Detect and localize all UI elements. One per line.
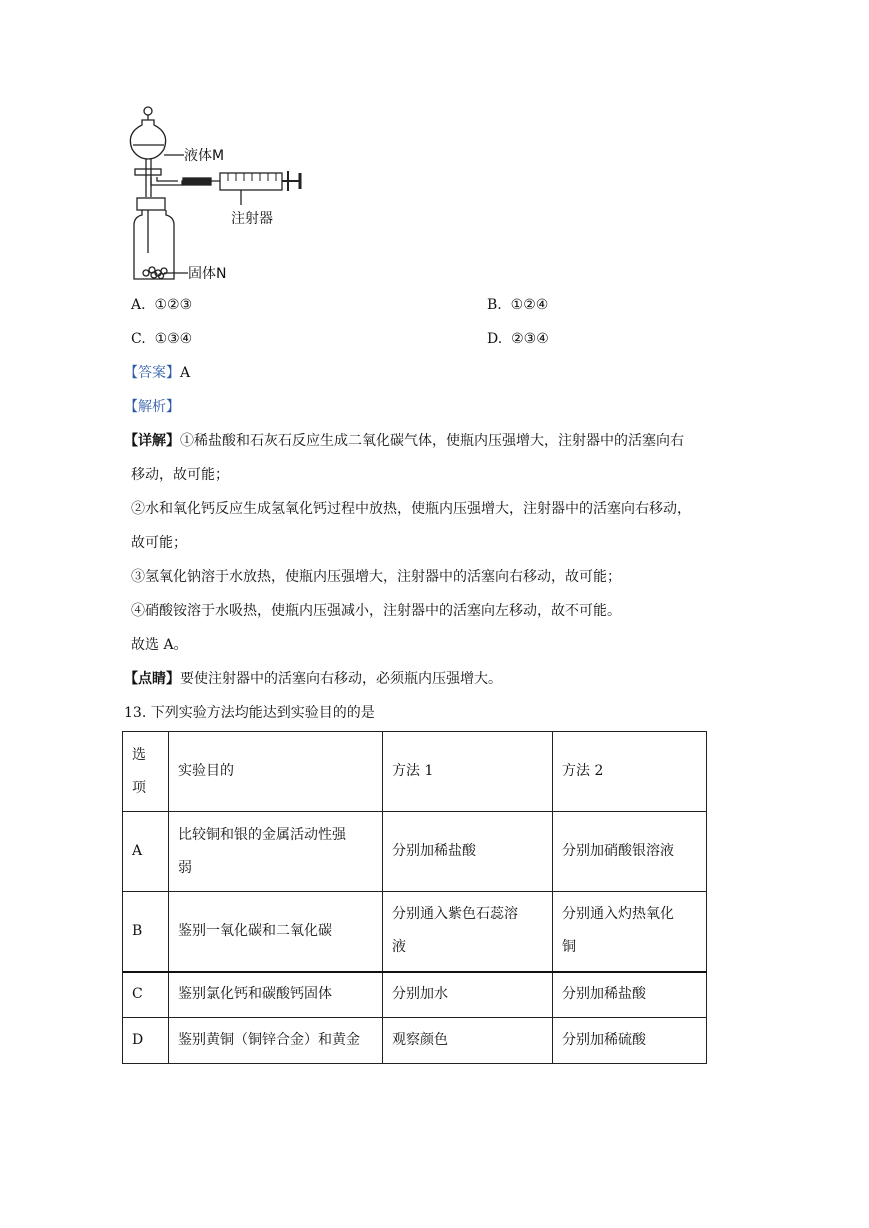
- row-c-purpose: 鉴别氯化钙和碳酸钙固体: [169, 972, 383, 1018]
- answer-value: A: [180, 365, 191, 381]
- option-c-letter: C.: [131, 331, 146, 347]
- row-d-method-1: 观察颜色: [383, 1018, 553, 1064]
- solid-n-label: 固体N: [188, 266, 227, 282]
- apparatus-diagram: [128, 103, 318, 288]
- row-b-method-1-line-1: 分别通入紫色石蕊溶: [392, 906, 518, 923]
- detail-line-7: 故选 A。: [131, 637, 188, 653]
- row-b-method-2-line-2: 铜: [562, 939, 576, 956]
- row-a-purpose-line-1: 比较铜和银的金属活动性强: [178, 826, 346, 843]
- bottle-stopper: [137, 198, 165, 210]
- row-a-method-1: 分别加稀盐酸: [383, 812, 553, 892]
- detail-line-1: [124, 432, 684, 450]
- option-d: [487, 330, 549, 348]
- row-b-method-2: [553, 892, 707, 972]
- row-b-purpose: 鉴别一氧化碳和二氧化碳: [169, 892, 383, 972]
- question-13: 13. 下列实验方法均能达到实验目的的是: [124, 705, 375, 721]
- detail-text-1: ①稀盐酸和石灰石反应生成二氧化碳气体，使瓶内压强增大，注射器中的活塞向右: [180, 433, 684, 449]
- row-b-method-1: [383, 892, 553, 972]
- point-tag: 【点睛】: [124, 671, 180, 687]
- table-row: [123, 812, 707, 892]
- row-c-method-1: 分别加水: [383, 972, 553, 1018]
- header-option-line-1: 选: [132, 746, 146, 763]
- apparatus-drawing: [128, 103, 318, 288]
- option-d-text: ②③④: [511, 331, 549, 347]
- point-text: 要使注射器中的活塞向右移动，必须瓶内压强增大。: [180, 671, 502, 687]
- detail-line-2: 移动，故可能；: [131, 467, 229, 483]
- option-a-text: ①②③: [154, 297, 193, 313]
- row-a-purpose-line-2: 弱: [178, 859, 192, 876]
- detail-line-6: ④硝酸铵溶于水吸热，使瓶内压强减小，注射器中的活塞向左移动，故不可能。: [131, 603, 621, 619]
- point-line: [124, 670, 502, 688]
- liquid-m-label: 液体M: [184, 148, 225, 164]
- option-b-letter: B.: [487, 297, 502, 313]
- row-a-option: A: [123, 812, 169, 892]
- row-a-method-2: 分别加硝酸银溶液: [553, 812, 707, 892]
- row-d-option: D: [123, 1018, 169, 1064]
- row-d-purpose: 鉴别黄铜（铜锌合金）和黄金: [169, 1018, 383, 1064]
- header-method-2: 方法 2: [553, 732, 707, 812]
- option-d-letter: D.: [487, 331, 503, 347]
- option-c-text: ①③④: [154, 331, 193, 347]
- row-b-method-2-line-1: 分别通入灼热氧化: [562, 906, 674, 923]
- experiment-table: [122, 731, 707, 1064]
- header-option-line-2: 项: [132, 779, 146, 796]
- table-row: [123, 1018, 707, 1064]
- row-a-purpose: [169, 812, 383, 892]
- syringe-label: 注射器: [231, 211, 273, 227]
- row-b-method-1-line-2: 液: [392, 939, 406, 956]
- row-d-method-2: 分别加稀硫酸: [553, 1018, 707, 1064]
- table-header-row: [123, 732, 707, 812]
- analysis-tag: 【解析】: [124, 399, 180, 415]
- row-c-option: C: [123, 972, 169, 1018]
- funnel-stopper: [144, 107, 152, 115]
- detail-line-3: ②水和氧化钙反应生成氢氧化钙过程中放热，使瓶内压强增大，注射器中的活塞向右移动，: [131, 501, 691, 517]
- option-a: [131, 296, 192, 314]
- header-option: [123, 732, 169, 812]
- detail-line-5: ③氢氧化钠溶于水放热，使瓶内压强增大，注射器中的活塞向右移动，故可能；: [131, 569, 621, 585]
- option-b-text: ①②④: [510, 297, 549, 313]
- detail-line-4: 故可能；: [131, 535, 187, 551]
- answer-line: [124, 364, 190, 382]
- solid-granules: [143, 267, 167, 279]
- table-row: [123, 892, 707, 972]
- row-c-method-2: 分别加稀盐酸: [553, 972, 707, 1018]
- syringe-barrel: [220, 173, 282, 190]
- header-purpose: 实验目的: [169, 732, 383, 812]
- row-b-option: B: [123, 892, 169, 972]
- detail-tag: 【详解】: [124, 433, 180, 449]
- answer-tag: 【答案】: [124, 365, 180, 381]
- option-a-letter: A.: [131, 297, 146, 313]
- table-row: [123, 972, 707, 1018]
- separatory-funnel: [130, 120, 165, 159]
- stopcock: [135, 169, 161, 175]
- option-b: [487, 296, 548, 314]
- header-method-1: 方法 1: [383, 732, 553, 812]
- option-c: [131, 330, 192, 348]
